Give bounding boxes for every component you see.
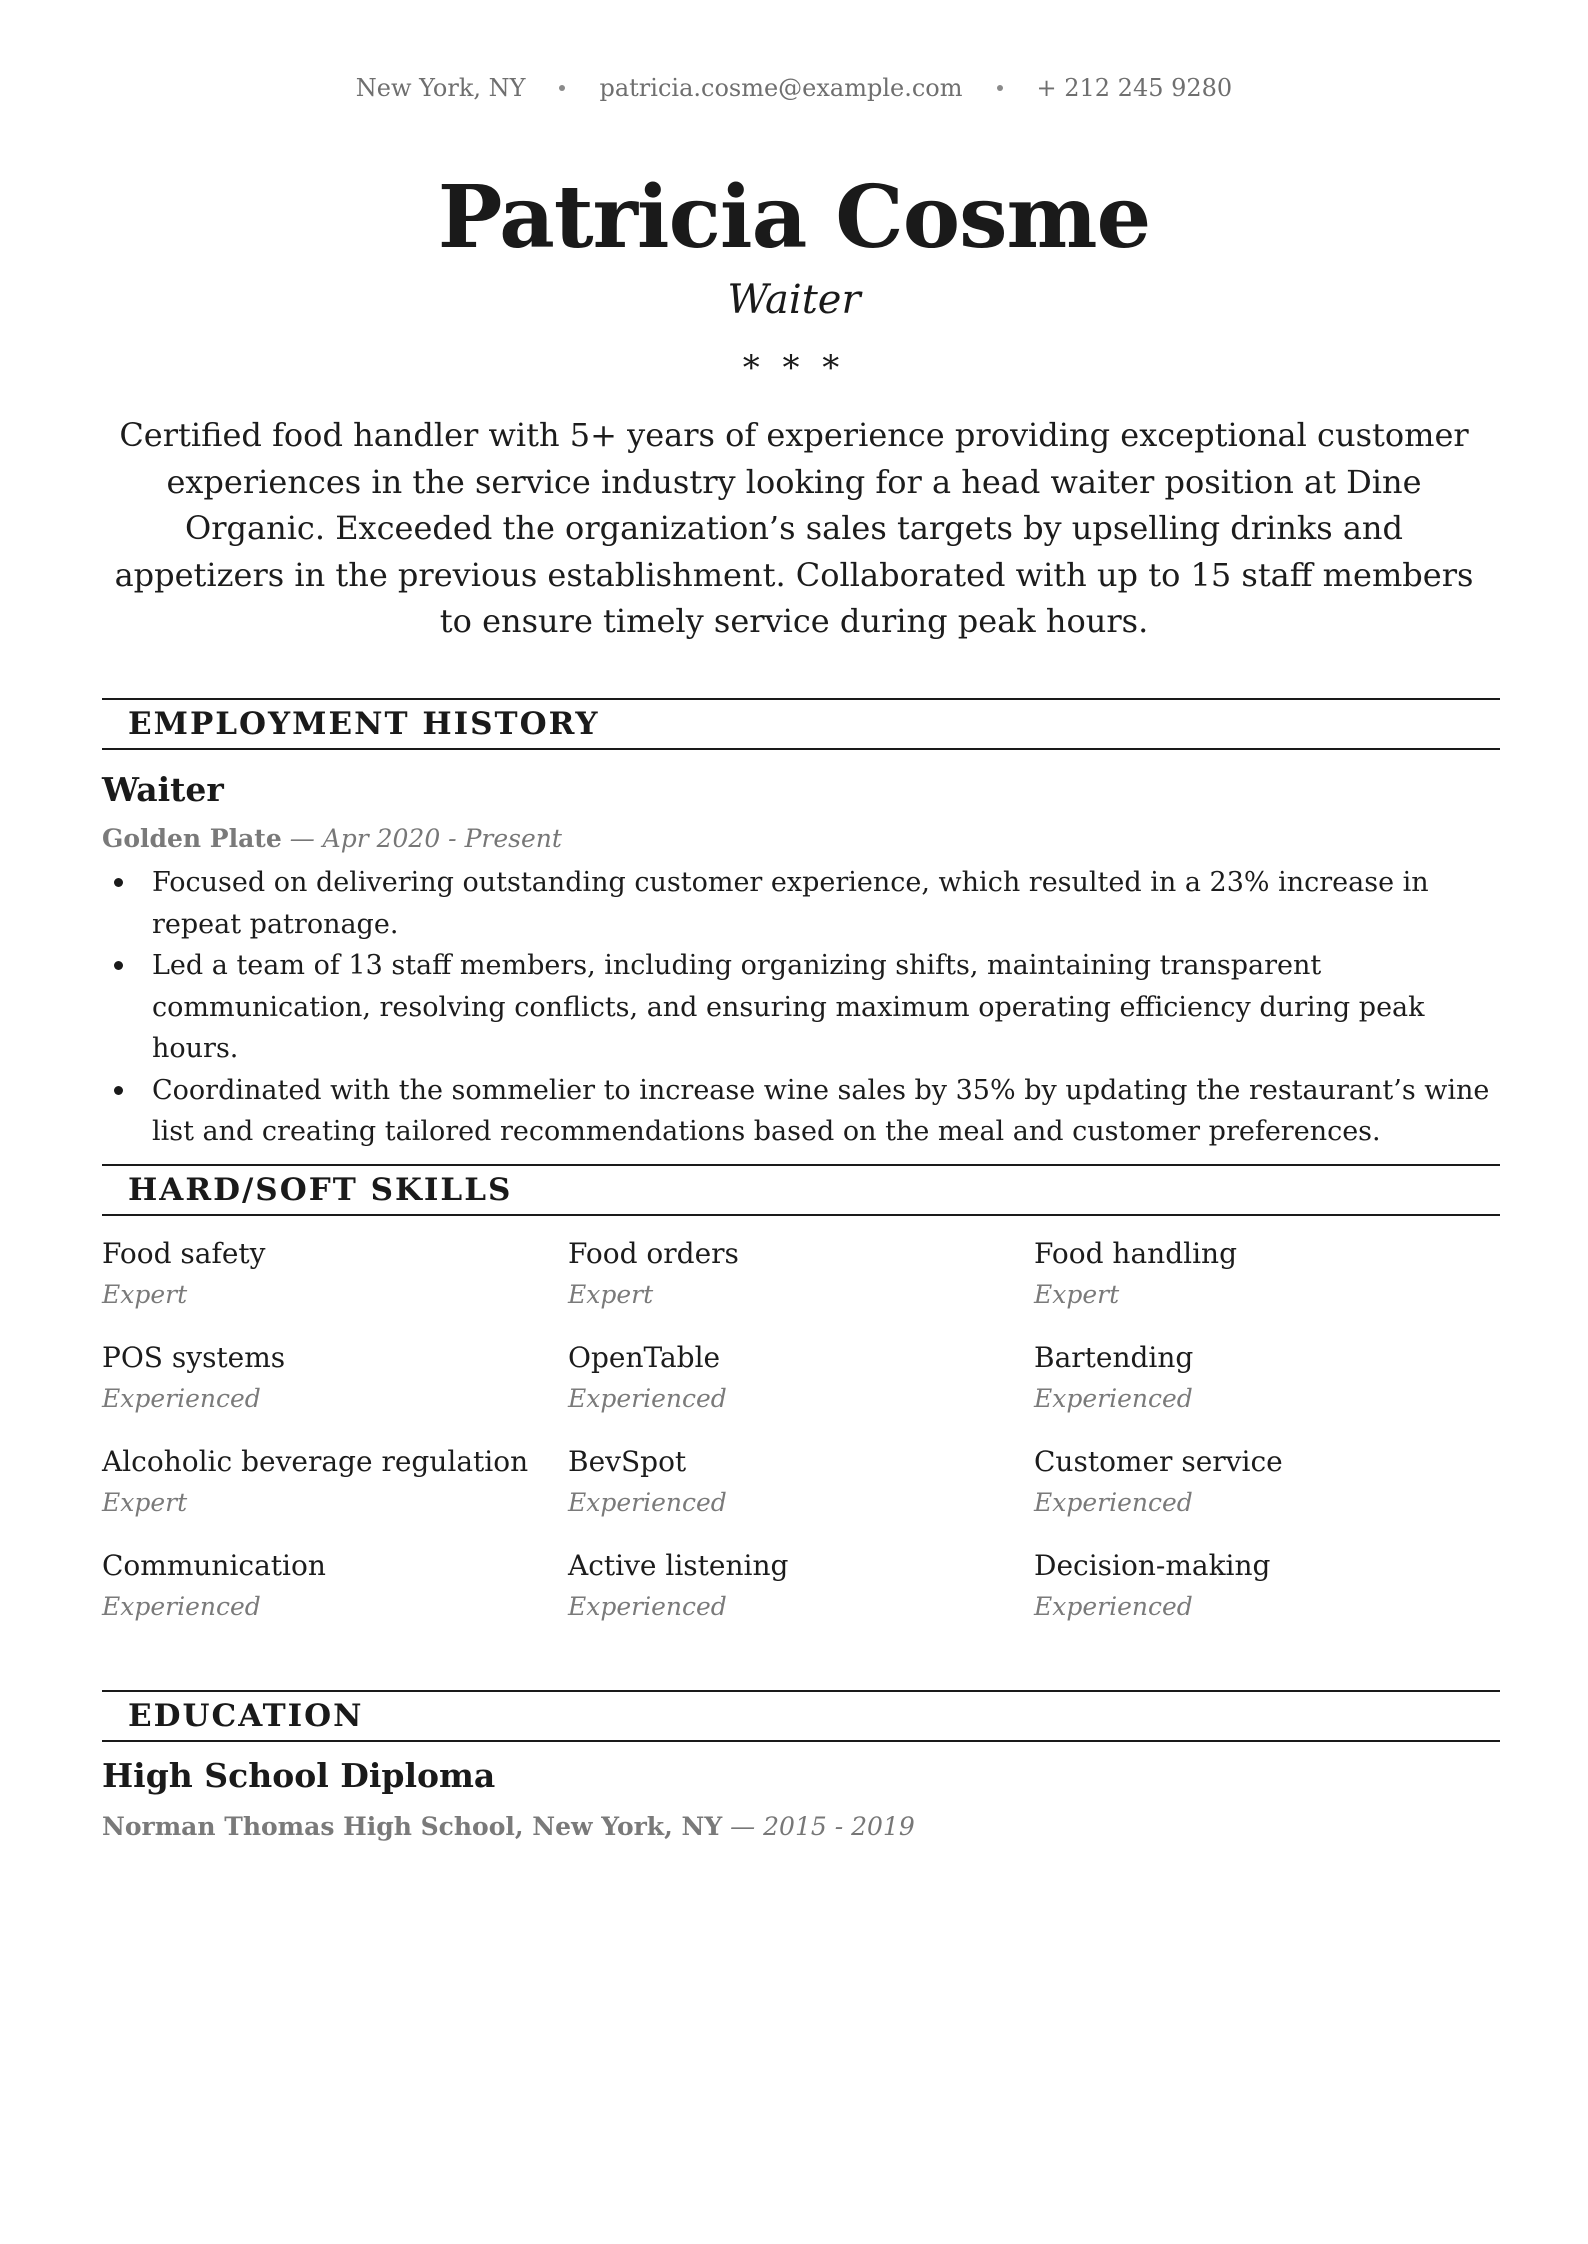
candidate-role: Waiter	[727, 277, 861, 323]
skill-name: POS systems	[102, 1341, 286, 1374]
education-dash: —	[722, 1812, 764, 1841]
skill-level: Experienced	[1034, 1592, 1193, 1621]
job-dash: —	[281, 824, 323, 853]
skill-name: Alcoholic beverage regulation	[102, 1445, 529, 1478]
skill-item	[1034, 1548, 1500, 1652]
skill-item	[568, 1548, 1034, 1652]
job-bullet: Led a team of 13 staff members, including organizing shifts, maintaining transparent communication, resolving conflicts, and ensuring maximum operating efficiency during peak hours.	[102, 945, 1500, 1070]
job-bullet: Coordinated with the sommelier to increase wine sales by 35% by updating the restaurant’s wine list and creating tailored recommendations based on the meal and customer preferences.	[102, 1070, 1500, 1153]
job-title: Waiter	[102, 770, 224, 809]
contact-email[interactable]: patricia.cosme@example.com	[599, 74, 963, 102]
education-section-header	[102, 1690, 1500, 1742]
skills-section-header	[102, 1164, 1500, 1216]
skill-level: Experienced	[568, 1488, 727, 1517]
section-title: EDUCATION	[128, 1698, 364, 1734]
skill-item	[102, 1236, 568, 1340]
skills-grid	[102, 1236, 1500, 1652]
skill-item	[102, 1340, 568, 1444]
skill-level: Expert	[568, 1280, 654, 1309]
job-bullet: Focused on delivering outstanding customer experience, which resulted in a 23% increase in repeat patronage.	[102, 862, 1500, 945]
skill-level: Expert	[102, 1488, 188, 1517]
skill-name: Active listening	[568, 1549, 789, 1582]
section-title: HARD/SOFT SKILLS	[128, 1172, 513, 1208]
skill-level: Expert	[1034, 1280, 1120, 1309]
skill-name: Food safety	[102, 1237, 266, 1270]
skill-item	[568, 1444, 1034, 1548]
skill-item	[1034, 1444, 1500, 1548]
skill-level: Experienced	[568, 1384, 727, 1413]
skill-item	[102, 1444, 568, 1548]
section-title: EMPLOYMENT HISTORY	[128, 706, 600, 742]
skill-level: Experienced	[568, 1592, 727, 1621]
skill-name: Decision-making	[1034, 1549, 1271, 1582]
skill-item	[1034, 1236, 1500, 1340]
education-meta	[102, 1812, 915, 1841]
skill-level: Experienced	[102, 1384, 261, 1413]
job-employer: Golden Plate	[102, 824, 282, 853]
education-dates: 2015 - 2019	[763, 1812, 915, 1841]
decorative-divider: * * *	[742, 348, 846, 388]
skill-level: Experienced	[102, 1592, 261, 1621]
bullet-separator-icon	[997, 85, 1003, 91]
contact-line	[0, 74, 1588, 102]
contact-location: New York, NY	[355, 74, 526, 102]
job-meta	[102, 824, 562, 853]
skill-level: Experienced	[1034, 1384, 1193, 1413]
skill-item	[1034, 1340, 1500, 1444]
skill-name: OpenTable	[568, 1341, 721, 1374]
skill-level: Expert	[102, 1280, 188, 1309]
skill-item	[568, 1236, 1034, 1340]
skill-item	[102, 1548, 568, 1652]
job-bullets	[102, 862, 1500, 1153]
job-dates: Apr 2020 - Present	[322, 824, 562, 853]
skill-name: Bartending	[1034, 1341, 1194, 1374]
skill-level: Experienced	[1034, 1488, 1193, 1517]
skill-name: Food handling	[1034, 1237, 1237, 1270]
education-degree: High School Diploma	[102, 1756, 496, 1795]
profile-summary: Certified food handler with 5+ years of experience providing exceptional customer experiences in the service industry looking for a head waiter position at Dine Organic. Exceeded the organization’s sales targets by upselling drinks and appetizers in the previous establishment. Collaborated with up to 15 staff members to ensure timely service during peak hours.	[114, 416, 1474, 640]
skill-name: Food orders	[568, 1237, 739, 1270]
education-school: Norman Thomas High School, New York, NY	[102, 1812, 723, 1841]
contact-phone[interactable]: + 212 245 9280	[1036, 74, 1233, 102]
skill-item	[568, 1340, 1034, 1444]
candidate-name: Patricia Cosme	[437, 167, 1151, 268]
skill-name: Communication	[102, 1549, 326, 1582]
employment-section-header	[102, 698, 1500, 750]
bullet-separator-icon	[559, 85, 565, 91]
skill-name: Customer service	[1034, 1445, 1283, 1478]
skill-name: BevSpot	[568, 1445, 687, 1478]
